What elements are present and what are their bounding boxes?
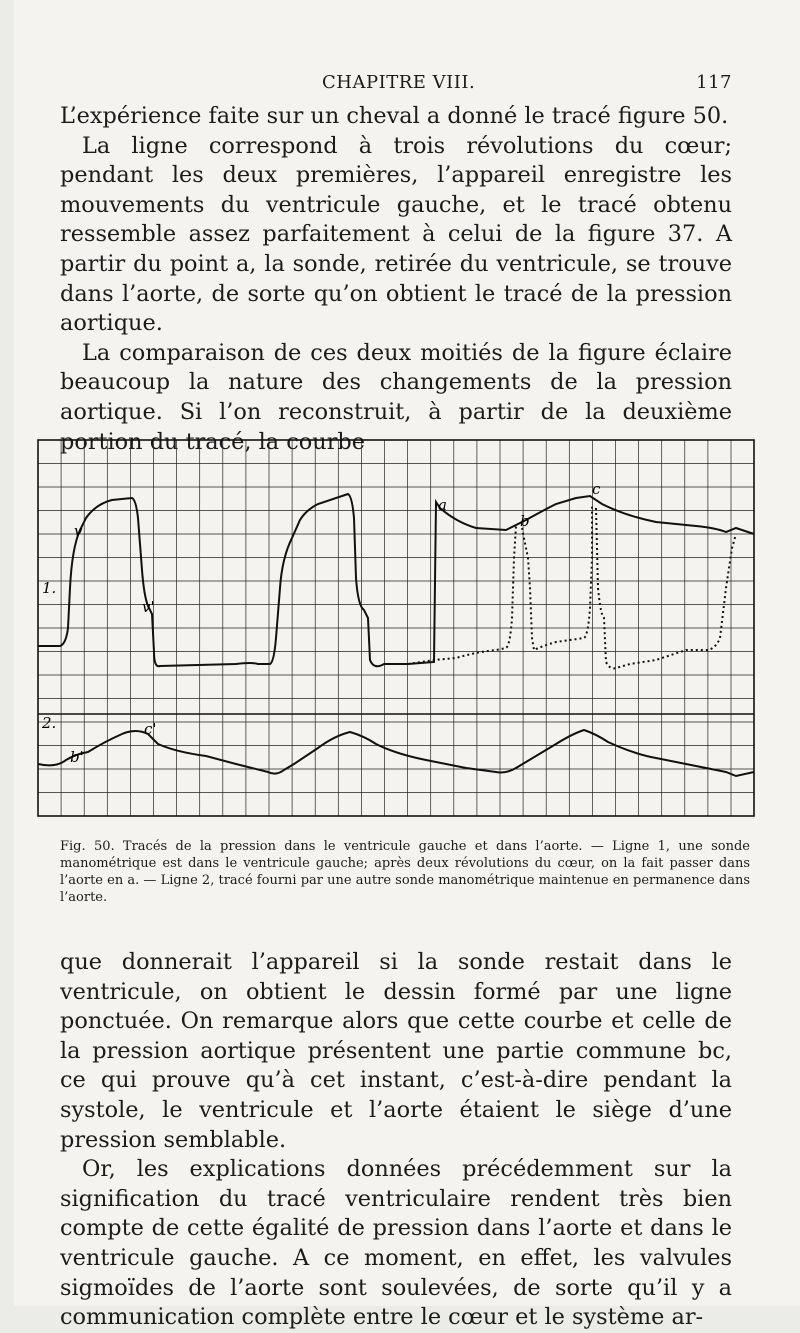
chapter-title: CHAPITRE VIII.: [322, 72, 476, 93]
figure-50-tracing: [36, 438, 756, 822]
paragraph: La ligne correspond à trois révolutions du cœur; pendant les deux premières, l’appareil enregistre les mouvements du ventricule gauche, et le tracé obtenu ressemble assez parfaitement à celui de la figure 37. A partir du point a, la sonde, retirée du ventricule, se trouve dans l’aorte, de sorte qu’on obtient le tracé de la pression aortique.: [60, 132, 732, 337]
page-number: 117: [696, 72, 732, 93]
paragraph: que donnerait l’appareil si la sonde restait dans le ventricule, on obtient le dessin formé par une ligne ponctuée. On remarque alors que cette courbe et celle de la pression aortique présentent une partie commune bc, ce qui prouve qu’à cet instant, c’est-à-dire pendant la systole, le ventricule et l’aorte étaient le siège d’une pression semblable.: [60, 949, 732, 1153]
label-b: b: [520, 512, 530, 530]
figure-caption: Fig. 50. Tracés de la pression dans le ventricule gauche et dans l’aorte. — Ligne 1, une sonde manométrique est dans le ventricule gauche; après deux révolutions du cœur, on la fait passer dans l’aorte en a. — Ligne 2, tracé fourni par une autre sonde manométrique maintenue en permanence dans l’aorte.: [60, 839, 750, 905]
line2-label: 2.: [42, 714, 57, 732]
book-page: [14, 0, 800, 1331]
running-header: [60, 72, 732, 98]
paragraph: Or, les explications données précédemment sur la signification du tracé ventriculaire rendent très bien compte de cette égalité de pression dans l’aorte et dans le ventricule gauche. A ce moment, en effet, les valvules sigmoïdes de l’aorte sont soulevées, de sorte qu’il y a communication complète entre le cœur et le système ar-: [60, 1156, 732, 1331]
dotted-reconstruction: [408, 504, 736, 668]
paragraph: L’expérience faite sur un cheval a donné le tracé figure 50.: [60, 103, 729, 129]
text-block-bottom: [60, 948, 732, 1333]
text-block-top: [60, 102, 732, 457]
label-v-prime: v': [142, 598, 155, 616]
label-c: c: [592, 480, 601, 498]
label-c-prime: c': [144, 720, 157, 738]
label-v: v: [74, 522, 83, 540]
line1-label: 1.: [42, 579, 57, 597]
paragraph: La comparaison de ces deux moitiés de la figure éclaire beaucoup la nature des changements de la pression aortique. Si l’on reconstruit, à partir de la deuxième portion du tracé, la courbe: [60, 339, 732, 455]
label-b-prime: b': [70, 748, 84, 766]
ventricular-trace: [38, 494, 754, 666]
graph-paper-grid: [38, 440, 754, 816]
label-a: a: [438, 496, 447, 514]
